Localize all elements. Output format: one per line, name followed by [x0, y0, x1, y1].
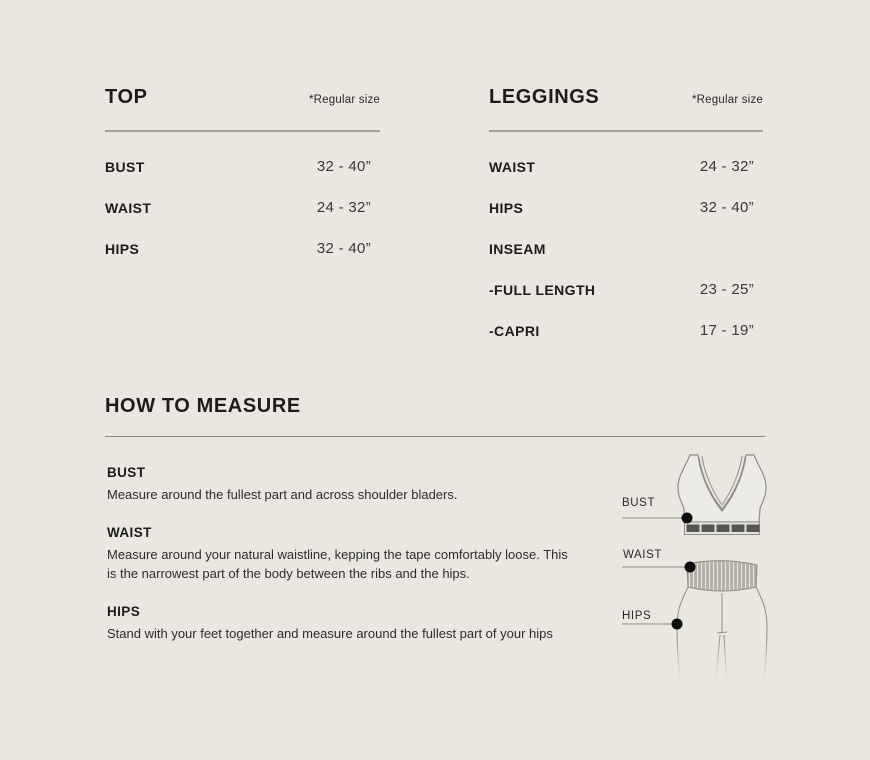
waist-marker-dot	[685, 562, 696, 573]
size-table-top	[105, 86, 380, 269]
bra-band-dashes	[687, 525, 760, 533]
table-divider	[105, 130, 380, 132]
measurement-value: 32 - 40”	[699, 199, 754, 216]
leggings-illustration	[677, 561, 767, 693]
measure-section-bust	[107, 465, 632, 504]
figure-hips-label: HIPS	[622, 610, 652, 622]
figure-callouts	[622, 497, 696, 630]
bra-illustration	[678, 455, 766, 535]
section-text: Stand with your feet together and measure around the fullest part of your hips	[107, 626, 553, 641]
table-header	[105, 86, 380, 109]
section-divider	[105, 436, 765, 437]
table-row	[489, 187, 763, 228]
table-row	[489, 146, 763, 187]
table-rows	[105, 146, 380, 269]
table-header	[489, 86, 763, 109]
measurement-label: HIPS	[489, 199, 524, 216]
measurement-label: WAIST	[489, 158, 536, 175]
bust-marker-dot	[682, 513, 693, 524]
leggings-waistband	[687, 561, 757, 591]
measurement-label: INSEAM	[489, 240, 546, 257]
measurement-label: -FULL LENGTH	[489, 281, 596, 298]
figure-bust-label: BUST	[622, 497, 656, 509]
table-divider	[489, 130, 763, 132]
figure-svg	[615, 445, 775, 695]
size-table-leggings	[489, 86, 763, 351]
how-to-measure-title: HOW TO MEASURE	[105, 395, 301, 417]
section-label: BUST	[107, 465, 146, 480]
table-row	[489, 228, 763, 269]
measurement-label: -CAPRI	[489, 322, 540, 339]
how-to-measure-sections	[107, 465, 632, 664]
measurement-value: 17 - 19”	[699, 322, 754, 339]
table-row	[105, 187, 380, 228]
measurement-value: 24 - 32”	[316, 199, 371, 216]
figure-waist-label: WAIST	[623, 549, 662, 561]
table-row	[105, 146, 380, 187]
table-row	[489, 310, 763, 351]
measurement-value: 23 - 25”	[699, 281, 754, 298]
measure-section-waist	[107, 525, 632, 583]
measure-section-hips	[107, 604, 632, 643]
hips-marker-dot	[672, 619, 683, 630]
section-label: WAIST	[107, 525, 152, 540]
measurement-label: HIPS	[105, 240, 140, 257]
table-rows	[489, 146, 763, 351]
measurement-value: 24 - 32”	[699, 158, 754, 175]
measurement-label: BUST	[105, 158, 145, 175]
measurement-label: WAIST	[105, 199, 152, 216]
section-text: Measure around the fullest part and across shoulder bladers.	[107, 487, 458, 502]
measurement-value: 32 - 40”	[316, 158, 371, 175]
table-title: TOP	[105, 86, 148, 108]
section-text: Measure around your natural waistline, kepping the tape comfortably loose. This is the narrowest part of the body between the ribs and the hips.	[107, 547, 568, 581]
section-label: HIPS	[107, 604, 141, 619]
regular-size-note: *Regular size	[692, 94, 763, 106]
regular-size-note: *Regular size	[309, 94, 380, 106]
table-row	[105, 228, 380, 269]
measurement-value: 32 - 40”	[316, 240, 371, 257]
table-row	[489, 269, 763, 310]
measurement-figure-illustration	[615, 445, 775, 695]
table-title: LEGGINGS	[489, 86, 600, 108]
